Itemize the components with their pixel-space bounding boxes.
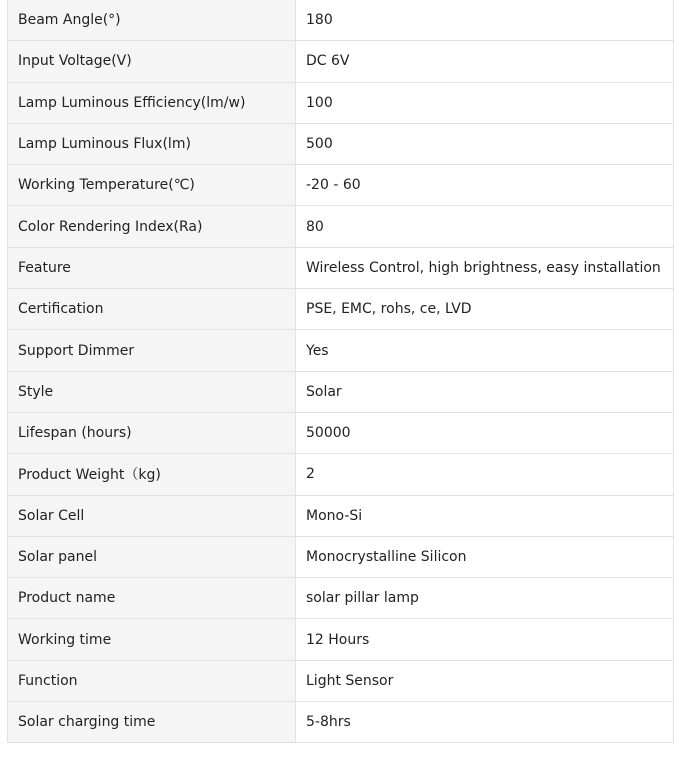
spec-label: Lamp Luminous Flux(lm) <box>8 123 296 164</box>
spec-label: Support Dimmer <box>8 330 296 371</box>
spec-label: Lifespan (hours) <box>8 412 296 453</box>
table-row <box>8 330 674 371</box>
spec-value: 50000 <box>296 412 674 453</box>
table-row <box>8 536 674 577</box>
spec-value: Wireless Control, high brightness, easy installation <box>296 247 674 288</box>
spec-label: Product Weight（kg) <box>8 454 296 495</box>
spec-value: Monocrystalline Silicon <box>296 536 674 577</box>
spec-value: Light Sensor <box>296 660 674 701</box>
spec-value: 100 <box>296 82 674 123</box>
spec-label: Working time <box>8 619 296 660</box>
spec-label: Working Temperature(℃) <box>8 165 296 206</box>
table-row <box>8 660 674 701</box>
spec-value: 180 <box>296 0 674 41</box>
table-row <box>8 495 674 536</box>
spec-label: Feature <box>8 247 296 288</box>
spec-label: Solar charging time <box>8 702 296 743</box>
table-row <box>8 123 674 164</box>
spec-value: 500 <box>296 123 674 164</box>
spec-table-body <box>8 0 674 743</box>
spec-value: Yes <box>296 330 674 371</box>
spec-value: Mono-Si <box>296 495 674 536</box>
spec-label: Color Rendering Index(Ra) <box>8 206 296 247</box>
spec-label: Solar Cell <box>8 495 296 536</box>
spec-label: Solar panel <box>8 536 296 577</box>
table-row <box>8 41 674 82</box>
spec-value: 5-8hrs <box>296 702 674 743</box>
spec-value: solar pillar lamp <box>296 578 674 619</box>
spec-label: Certification <box>8 289 296 330</box>
spec-value: DC 6V <box>296 41 674 82</box>
table-row <box>8 619 674 660</box>
spec-label: Style <box>8 371 296 412</box>
table-row <box>8 82 674 123</box>
spec-value: 12 Hours <box>296 619 674 660</box>
table-row <box>8 702 674 743</box>
table-row <box>8 247 674 288</box>
table-row <box>8 0 674 41</box>
table-row <box>8 165 674 206</box>
spec-value: 80 <box>296 206 674 247</box>
table-row <box>8 412 674 453</box>
table-row <box>8 206 674 247</box>
table-row <box>8 371 674 412</box>
table-row <box>8 289 674 330</box>
spec-value: -20 - 60 <box>296 165 674 206</box>
table-row <box>8 454 674 495</box>
spec-label: Function <box>8 660 296 701</box>
spec-label: Beam Angle(°) <box>8 0 296 41</box>
spec-label: Product name <box>8 578 296 619</box>
spec-value: 2 <box>296 454 674 495</box>
table-row <box>8 578 674 619</box>
spec-label: Input Voltage(V) <box>8 41 296 82</box>
product-spec-table <box>7 0 674 743</box>
spec-label: Lamp Luminous Efficiency(lm/w) <box>8 82 296 123</box>
spec-value: PSE, EMC, rohs, ce, LVD <box>296 289 674 330</box>
spec-value: Solar <box>296 371 674 412</box>
